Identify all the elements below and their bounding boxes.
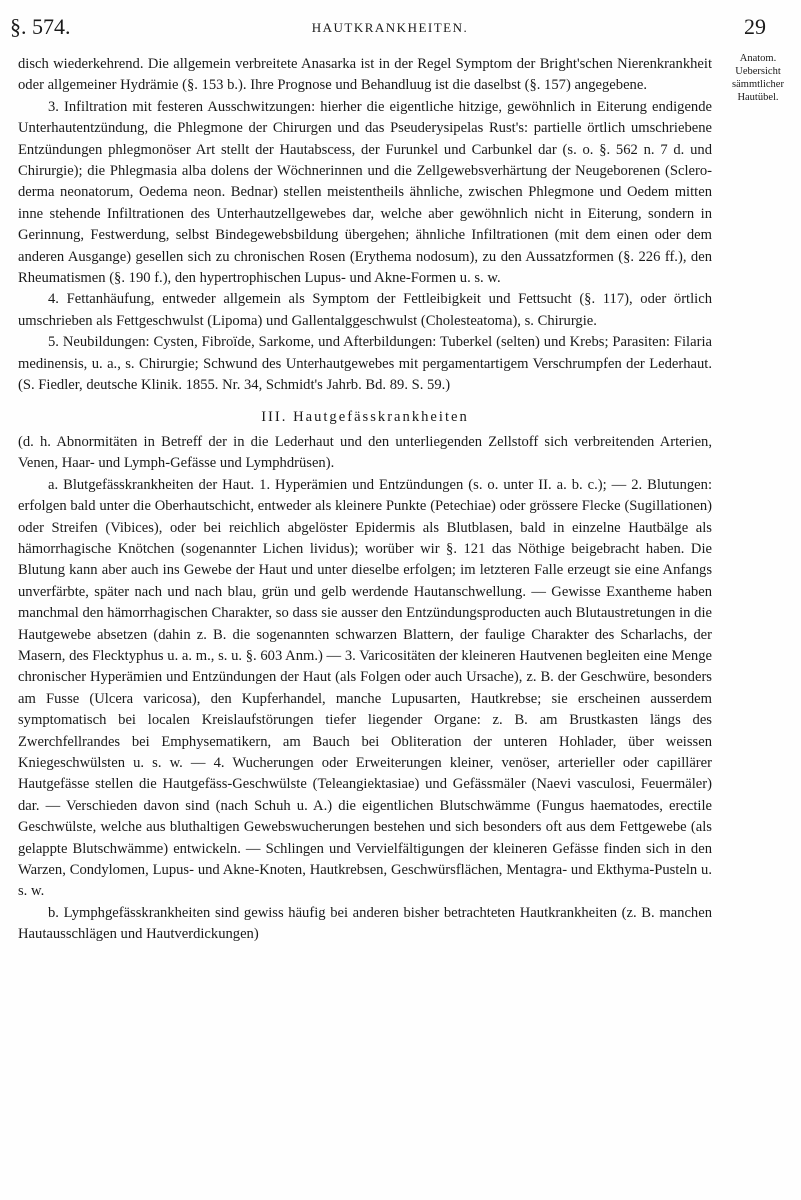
paragraph-neubildungen: 5. Neubildungen: Cysten, Fibroïde, Sarkome, und Afterbildungen: Tuberkel (selten) und Krebs; Parasiten: Filaria medinensis, u. a., s. Chirurgie; Schwund des Unterhautgewebes mit pergamentartigem Verschrumpfen der Lederhaut. (S. Fiedler, deutsche Klinik. 1855. Nr. 34, Schmidt's Jahrb. Bd. 89. S. 59.)	[18, 334, 712, 394]
running-title: HAUTKRANKHEITEN.	[311, 20, 469, 35]
page-header	[10, 12, 770, 42]
section-heading-hautgefaesskrankheiten: III. Hautgefässkrankheiten	[261, 408, 469, 425]
paragraph-definition: (d. h. Abnormitäten in Betreff der in die Lederhaut und den unterliegenden Zellstoff sich verbreitenden Arterien, Venen, Haar- und Lymph-Gefässe und Lymphdrüsen).	[18, 433, 712, 472]
margin-note: Anatom. Uebersicht sämmtlicher Hautübel.	[732, 53, 784, 103]
paragraph-fettanhaeufung: 4. Fettanhäufung, entweder allgemein als Symptom der Fettleibigkeit und Fettsucht (§. 117), oder örtlich umschrieben als Fettgeschwulst (Lipoma) und Gallentalggeschwulst (Cholesteatoma), s. Chirurgie.	[18, 291, 712, 329]
page-number: 29	[744, 14, 766, 39]
section-number: §. 574.	[10, 14, 71, 39]
paragraph-infiltration: 3. Infiltration mit festeren Ausschwitzungen: hierher die eigentliche hitzige, gewöhnlich in Eiterung endigende Unterhautentzündung, die Phlegmone der Chirurgen und das Pseuderysipelas Rust's: partielle örtlich umschriebene Entzündungen phlegmonöser Art stellt der Hautabscess, der Furunkel und Carbunkel dar (s. o. §. 562 n. 7 d. und Chirurgie); die Phlegmasia alba dolens der Wöchnerinnen und die Zellgewebsverhärtung der Neugeborenen (Sclero-derma neonatorum, Oedema neon. Bednar) stellen meistentheils ähnliche, zwischen Phlegmone und Oedem mitten inne stehende Infiltrationen des Unterhautzellgewebes dar, welche aber gewöhnlich nicht in Eiterung, sondern in Gerinnung, Festwerdung, selbst Bindegewebsbildung übergehen; ähnliche Infiltrationen (mit dem einen oder dem anderen Ausgange) gesellen sich zu chronischen Rosen (Erythema nodosum), zu den Aussatzformen (§. 226 ff.), den Rheumatismen (§. 190 f.), den hypertrophischen Lupus- und Akne-Formen u. s. w.	[18, 98, 712, 287]
paragraph-anasarka: disch wiederkehrend. Die allgemein verbreitete Anasarka ist in der Regel Symptom der Bright'schen Nierenkrankheit oder allgemeiner Hydrämie (§. 153 b.). Ihre Prognose und Behandluug ist die daselbst (§. 157) angegebene.	[18, 56, 712, 94]
paragraph-lymphgefaesskrankheiten: b. Lymphgefässkrankheiten sind gewiss häufig bei anderen bisher betrachteten Hautkrankheiten (z. B. manchen Hautausschlägen und Hautverdickungen)	[18, 904, 712, 943]
body-text	[18, 54, 712, 946]
paragraph-blutgefaesskrankheiten: a. Blutgefässkrankheiten der Haut. 1. Hyperämien und Entzündungen (s. o. unter II. a. b. c.); — 2. Blutungen: erfolgen bald unter die Oberhautschicht, entweder als kleinere Punkte (Petechiae) oder grössere Flecke (Sugillationen) oder Streifen (Vibices), oder bei reichlich abgelöster Epidermis als Blutblasen, bald in einzelne Hautbälge als hämorrhagische Knötchen (sogenannter Lichen lividus); worüber wir §. 121 das Nöthige beigebracht haben. Die Blutung kann aber auch ins Gewebe der Haut und unter dieselbe erfolgen; im letzteren Falle erzeugt sie eine Anfangs unverfärbte, später nach und nach blau, grün und gelb werdende Hautanschwellung. — Gewisse Exantheme haben manchmal den hämorrhagischen Charakter, so dass sie ausser den Entzündungsproducten auch Blutaustretungen in die Hautgewebe absetzen (dahin z. B. die sogenannten schwarzen Blattern, der faulige Charakter des Scharlachs, der Masern, des Flecktyphus u. a. m., s. u. §. 603 Anm.) — 3. Varicositäten der kleineren Hautvenen begleiten eine Menge chronischer Hyperämien und Entzündungen der Haut (als Folgen oder auch Ursache), z. B. der Geschwüre, besonders am Fusse (Ulcera varicosa), den Kupferhandel, manche Lupusarten, Hautkrebse; sie erscheinen ausserdem symptomatisch bei localen Kreislaufstörungen tiefer liegender Organe: z. B. am Brustkasten längs des Zwerchfellrandes bei Emphysematikern, am Bauch bei Obliteration der unteren Hohlader, über weissen Kniegeschwülsten u. s. w. — 4. Wucherungen oder Erweiterungen kleiner, venöser, arterieller oder capillärer Hautgefässe stellen die Hautgefäss-Geschwülste (Teleangiektasiae) und Gefässmäler (Naevi vasculosi, Feuermäler) dar. — Verschieden davon sind (nach Schuh u. A.) die eigentlichen Blutschwämme (Fungus haematodes, erectile Geschwülste, welche aus bluthaltigen Gewebswucherungen bestehen und sich besonders oft aus dem Fettgewebe (als gelappte Blutschwämme) entwickeln. — Schlingen und Vervielfältigungen der kleineren Gefässe finden sich in den Warzen, Condylomen, Lupus- und Akne-Knoten, Hautkrebsen, Geschwürsflächen, Mentagra- und Ekthyma-Pusteln u. s. w.	[18, 476, 712, 900]
